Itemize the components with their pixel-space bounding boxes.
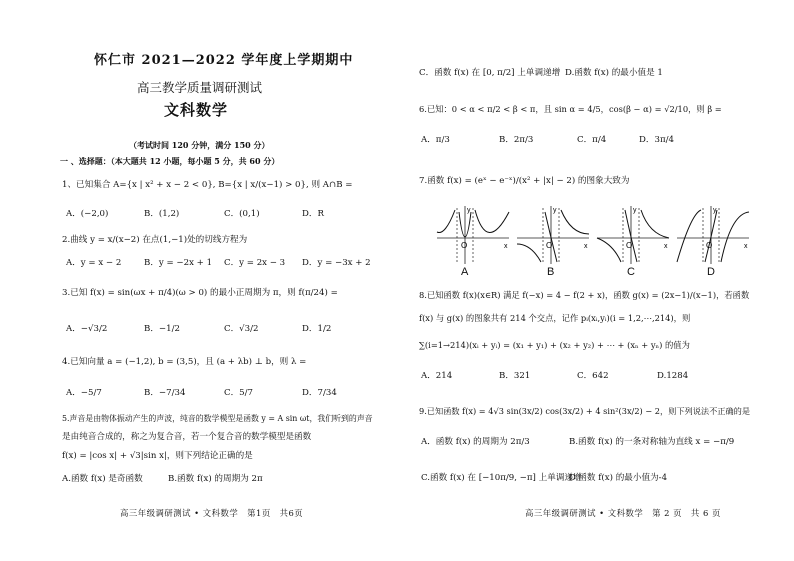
q2-option-a: A．y = x − 2 (66, 258, 122, 268)
q8-line-1: 8.已知函数 f(x)(x∈R) 满足 f(−x) = 4 − f(2 + x)，函数 g(x) = (2x−1)/(x−1)，若函数 (419, 290, 750, 300)
q2-option-c: C．y = 2x − 3 (224, 258, 286, 268)
q8-line-3: ∑(i=1→214)(xᵢ + yᵢ) = (x₁ + y₁) + (x₂ + y₂) + ⋯ + (xₙ + yₙ) 的值为 (419, 340, 690, 350)
q3-option-c: C．√3/2 (224, 324, 259, 334)
exam-subtitle: 高三教学质量调研测试 (137, 80, 263, 95)
section-heading: 一 、选择题：（本大题共 12 小题，每小题 5 分，共 60 分） (60, 156, 280, 166)
q8-option-a: A．214 (421, 371, 453, 381)
q9-option-c: C.函数 f(x) 在 [−10π/9, −π] 上单调递增 (421, 473, 582, 483)
q7-graph-a (435, 204, 511, 266)
q6-option-c: C．π/4 (577, 135, 607, 145)
footer-page-2: 高三年级调研测试 • 文科数学 第 2 页 共 6 页 (525, 508, 721, 518)
q5-option-d: D.函数 f(x) 的最小值是 1 (565, 68, 663, 78)
q5-line-1: 5.声音是由物体振动产生的声波，纯音的数学模型是函数 y = A sin ωt，我们听到的声音 (62, 414, 373, 423)
svg-text:O: O (626, 241, 633, 250)
q6-stem: 6.已知：0 < α < π/2 < β < π，且 sin α = 4/5，cos(β − α) = √2/10，则 β = (419, 104, 722, 114)
q1-stem: 1、已知集合 A={x | x² + x − 2 < 0}, B={x | x/(x−1) > 0}, 则 A∩B = (62, 180, 353, 190)
q1-option-d: D．R (302, 209, 324, 219)
q7-label-d: D (707, 266, 715, 278)
q3-option-b: B．−1/2 (144, 324, 180, 334)
svg-text:x: x (504, 243, 508, 250)
q4-option-c: C．5/7 (224, 388, 253, 398)
q5-option-a: A.函数 f(x) 是奇函数 (62, 474, 143, 484)
q4-option-a: A．−5/7 (66, 388, 102, 398)
q3-stem: 3.已知 f(x) = sin(ωx + π/4)(ω > 0) 的最小正周期为 π，则 f(π/24) = (62, 288, 338, 298)
svg-text:O: O (546, 241, 553, 250)
page-2 (397, 0, 794, 561)
exam-info: （考试时间 120 分钟，满分 150 分） (129, 140, 270, 150)
svg-text:O: O (461, 241, 468, 250)
subject-title: 文科数学 (164, 101, 229, 119)
q7-graph-d (675, 204, 751, 266)
q5-option-c: C．函数 f(x) 在 [0, π/2] 上单调递增 (419, 68, 561, 78)
svg-text:y: y (553, 207, 557, 214)
q9-stem: 9.已知函数 f(x) = 4√3 sin(3x/2) cos(3x/2) + 4 sin²(3x/2) − 2，则下列说法不正确的是 (419, 406, 751, 416)
footer-page-1: 高三年级调研测试 • 文科数学 第1页 共6页 (120, 508, 304, 518)
svg-text:x: x (664, 243, 668, 250)
q7-label-b: B (547, 266, 555, 278)
q2-option-b: B．y = −2x + 1 (144, 258, 213, 268)
q4-option-b: B．−7/34 (144, 388, 186, 398)
q3-option-a: A．−√3/2 (66, 324, 108, 334)
q4-stem: 4.已知向量 a = (−1,2), b = (3,5)，且 (a + λb) ⊥ b，则 λ = (62, 357, 307, 367)
q5-line-3: f(x) = |cos x| + √3|sin x|，则下列结论正确的是 (62, 451, 253, 461)
q1-option-b: B．(1,2) (144, 209, 180, 219)
q7-label-c: C (627, 266, 635, 278)
q2-stem: 2.曲线 y = x/(x−2) 在点(1,−1)处的切线方程为 (62, 235, 248, 245)
q8-line-2: f(x) 与 g(x) 的图象共有 214 个交点，记作 pᵢ(xᵢ,yᵢ)(i = 1,2,⋯,214)，则 (419, 313, 691, 323)
q7-label-a: A (461, 266, 469, 278)
svg-text:x: x (744, 243, 748, 250)
q1-option-c: C．(0,1) (224, 209, 260, 219)
svg-text:x: x (584, 243, 588, 250)
q1-option-a: A．(−2,0) (66, 209, 109, 219)
q6-option-b: B．2π/3 (499, 135, 534, 145)
q8-option-d: D.1284 (657, 371, 689, 381)
q8-option-b: B．321 (499, 371, 531, 381)
q2-option-d: D．y = −3x + 2 (302, 258, 371, 268)
q7-graph-c (595, 204, 671, 266)
exam-title: 怀仁市 2021—2022 学年度上学期期中 (94, 53, 354, 68)
q5-line-2: 是由纯音合成的，称之为复合音，若一个复合音的数学模型是函数 (62, 432, 312, 442)
svg-text:O: O (706, 241, 713, 250)
svg-text:y: y (633, 207, 637, 214)
q8-option-c: C．642 (577, 371, 609, 381)
q9-option-a: A．函数 f(x) 的周期为 2π/3 (421, 437, 530, 447)
q5-option-b: B.函数 f(x) 的周期为 2π (168, 474, 263, 484)
q4-option-d: D．7/34 (302, 388, 337, 398)
q6-option-a: A．π/3 (421, 135, 450, 145)
q3-option-d: D．1/2 (302, 324, 332, 334)
q6-option-d: D．3π/4 (639, 135, 674, 145)
q7-stem: 7.函数 f(x) = (eˣ − e⁻ˣ)/(x² + |x| − 2) 的图象大致为 (419, 176, 630, 186)
svg-text:y: y (467, 207, 471, 214)
q9-option-b: B.函数 f(x) 的一条对称轴为直线 x = −π/9 (569, 437, 735, 447)
q7-graph-b (515, 204, 591, 266)
q9-option-d: D.函数 f(x) 的最小值为-4 (569, 473, 668, 483)
svg-text:y: y (713, 207, 717, 214)
